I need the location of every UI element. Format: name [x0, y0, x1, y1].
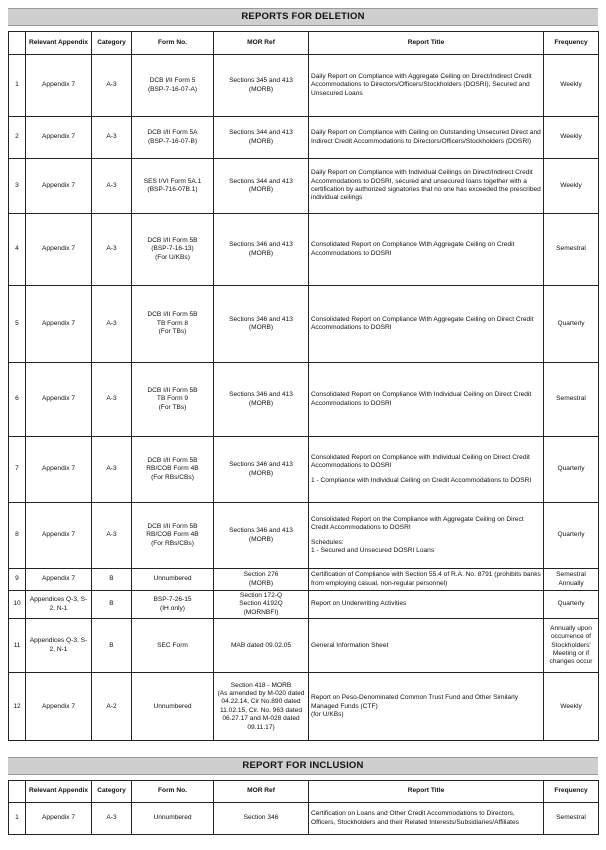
- relevant-appendix: Appendices Q-3, S-2, N-1: [26, 619, 92, 673]
- mor-ref: [214, 363, 309, 437]
- cell-line: Quarterly: [557, 600, 585, 608]
- cell-line: Section 172-Q: [239, 592, 283, 599]
- cell-line: Certification on Loans and Other Credit Accommodations to Directors, Officers, Stockholders and their Related Interests/Subsidiaries/Affiliates: [311, 810, 519, 826]
- table-row: [9, 159, 599, 214]
- form-no: [132, 55, 214, 117]
- header-report-title: Report Title: [309, 781, 544, 803]
- row-number: 5: [9, 286, 26, 363]
- cell-line: Consolidated Report on Compliance with Individual Ceiling on Direct Credit Accommodations to DOSRI: [311, 453, 530, 470]
- cell-line: Quarterly: [557, 531, 585, 539]
- frequency: [544, 503, 599, 569]
- row-number: 12: [9, 673, 26, 741]
- cell-line: (BSP-7-16-07-A): [147, 85, 198, 93]
- cell-line: Daily Report on Compliance with Ceiling on Outstanding Unsecured Direct and Indirect Credit Accommodations to Directors/Officers/Stockholders (DOSRI): [311, 129, 541, 145]
- row-number: 4: [9, 214, 26, 286]
- report-title: [309, 363, 544, 437]
- inclusion-table: [8, 780, 599, 835]
- category: A-3: [92, 117, 132, 159]
- report-title: [309, 569, 544, 591]
- cell-line: RB/COB Form 4B: [146, 465, 199, 473]
- form-no: [132, 286, 214, 363]
- relevant-appendix: Appendix 7: [26, 569, 92, 591]
- cell-line: (MORB): [248, 535, 274, 543]
- cell-line: (MORB): [248, 324, 274, 331]
- inclusion-header-row: [9, 781, 599, 803]
- cell-line: Daily Report on Compliance with Individual Ceilings on Direct/Indirect Credit Accommodations to DOSRI, secured and unsecured loans together with a certification by authorized signatories that no one has exceeded the prescribed individual ceilings: [311, 169, 541, 202]
- frequency: [544, 117, 599, 159]
- cell-line: Sections 344 and 413: [229, 177, 293, 185]
- form-no: [132, 159, 214, 214]
- cell-line: (BSP-7-16-13): [151, 245, 194, 253]
- mor-ref: [214, 117, 309, 159]
- cell-line: Semestral: [556, 395, 586, 403]
- cell-line: Sections 346 and 413: [229, 461, 293, 469]
- cell-line: Weekly: [560, 133, 582, 141]
- header-number: [9, 781, 26, 803]
- report-title: [309, 55, 544, 117]
- report-title: [309, 117, 544, 159]
- table-row: [9, 619, 599, 673]
- cell-line: (For TBs): [158, 328, 187, 336]
- table-row: [9, 803, 599, 835]
- cell-line: Weekly: [560, 181, 582, 189]
- cell-line: DCB I/II Form 5: [149, 77, 196, 85]
- table-row: [9, 673, 599, 741]
- row-number: 1: [9, 55, 26, 117]
- cell-line: DCB I/II Form 5B: [147, 311, 198, 319]
- category: B: [92, 569, 132, 591]
- frequency: [544, 673, 599, 741]
- row-number: 10: [9, 591, 26, 619]
- cell-line: (MORNBFI): [243, 608, 279, 616]
- form-no: [132, 437, 214, 503]
- form-no: [132, 363, 214, 437]
- frequency: [544, 803, 599, 835]
- header-appendix: Relevant Appendix: [26, 32, 92, 55]
- cell-line: Section 418 - MORB: [230, 681, 292, 689]
- deletion-header-row: [9, 32, 599, 55]
- cell-line: Sections 346 and 413: [229, 391, 293, 399]
- cell-line: Consolidated Report on Compliance With Aggregate Ceiling on Direct Credit Accommodations to DOSRI: [311, 315, 534, 331]
- frequency: [544, 55, 599, 117]
- frequency: [544, 159, 599, 214]
- form-no: [132, 214, 214, 286]
- category: A-2: [92, 673, 132, 741]
- row-number: 6: [9, 363, 26, 437]
- cell-line: Unnumbered: [153, 575, 192, 583]
- cell-line: (For U/KBs): [155, 253, 190, 261]
- row-number: 11: [9, 619, 26, 673]
- relevant-appendix: Appendix 7: [26, 159, 92, 214]
- cell-line: (For RBs/CBs): [151, 473, 194, 481]
- mor-ref: [214, 673, 309, 741]
- header-form-no: Form No.: [132, 32, 214, 55]
- cell-line: Semestral: [556, 245, 586, 253]
- cell-line: DCB I/II Form 5B: [147, 522, 198, 530]
- cell-line: MAB dated 09.02.05: [230, 641, 292, 649]
- cell-line: Consolidated Report on Compliance With Aggregate Ceiling on Credit Accommodations to DOSRI: [311, 241, 515, 257]
- cell-line: SEC Form: [157, 641, 188, 649]
- header-category: Category: [92, 781, 132, 803]
- category: A-3: [92, 214, 132, 286]
- mor-ref: [214, 591, 309, 619]
- cell-line: (BSP-7-16-07-B): [147, 137, 198, 145]
- relevant-appendix: Appendix 7: [26, 803, 92, 835]
- frequency: [544, 363, 599, 437]
- table-row: [9, 117, 599, 159]
- cell-line: DCB I/II Form 5B: [147, 236, 198, 244]
- form-no: [132, 503, 214, 569]
- mor-ref: [214, 159, 309, 214]
- schedule-block: [311, 477, 541, 485]
- table-row: [9, 437, 599, 503]
- cell-line: Consolidated Report on Compliance With Individual Ceiling on Direct Credit Accommodations to DOSRI: [311, 391, 532, 407]
- table-row: [9, 55, 599, 117]
- row-number: 7: [9, 437, 26, 503]
- form-no: [132, 673, 214, 741]
- cell-line: DCB I/II Form 5B: [147, 456, 198, 464]
- report-title: [309, 619, 544, 673]
- deletion-table: [8, 31, 599, 741]
- header-number: [9, 32, 26, 55]
- relevant-appendix: Appendix 7: [26, 437, 92, 503]
- header-mor-ref: MOR Ref: [214, 781, 309, 803]
- cell-line: (MORB): [248, 579, 274, 587]
- mor-ref: [214, 55, 309, 117]
- header-appendix: Relevant Appendix: [26, 781, 92, 803]
- table-row: [9, 591, 599, 619]
- header-mor-ref: MOR Ref: [214, 32, 309, 55]
- report-title: [309, 214, 544, 286]
- cell-line: (MORB): [248, 469, 274, 477]
- mor-ref: [214, 569, 309, 591]
- cell-line: (As amended by M-020 dated 04.22.14, Cir No.890 dated 11.02.15, Cir. No. 963 dated 06.27.17 and M-028 dated 09.11.17): [217, 689, 305, 731]
- cell-line: Daily Report on Compliance with Aggregate Ceiling on Direct/Indirect Credit Accommodations to Directors/Officers/Stockholders (DOSRI), Secured and Unsecured Loans: [311, 72, 532, 97]
- form-no: [132, 803, 214, 835]
- cell-line: (MORB): [248, 399, 274, 407]
- mor-ref: [214, 503, 309, 569]
- cell-line: Annually: [558, 579, 584, 587]
- cell-line: Quarterly: [557, 465, 585, 473]
- cell-line: Sections 346 and 413: [229, 527, 293, 535]
- cell-line: Report on Underwriting Activities: [311, 600, 407, 608]
- row-number: 8: [9, 503, 26, 569]
- mor-ref: [214, 214, 309, 286]
- cell-line: (for U/KBs): [311, 711, 344, 719]
- report-title: [309, 159, 544, 214]
- header-category: Category: [92, 32, 132, 55]
- header-frequency: Frequency: [544, 781, 599, 803]
- mor-ref: [214, 619, 309, 673]
- category: A-3: [92, 503, 132, 569]
- report-title: [309, 503, 544, 569]
- table-row: [9, 503, 599, 569]
- form-no: [132, 619, 214, 673]
- report-title: [309, 437, 544, 503]
- cell-line: TB Form 8: [156, 319, 189, 327]
- cell-line: (MORB): [248, 137, 274, 145]
- cell-line: BSP-7-26-15: [153, 596, 192, 604]
- category: B: [92, 591, 132, 619]
- cell-line: Sections 345 and 413: [229, 77, 293, 85]
- header-frequency: Frequency: [544, 32, 599, 55]
- category: B: [92, 619, 132, 673]
- header-report-title: Report Title: [309, 32, 544, 55]
- inclusion-section-title: REPORT FOR INCLUSION: [8, 757, 598, 775]
- cell-line: Weekly: [560, 702, 582, 710]
- cell-line: Report on Peso-Denominated Common Trust Fund and Other Similarly Managed Funds (CTF): [311, 694, 519, 710]
- cell-line: (BSP-716-07B.1): [147, 186, 198, 193]
- cell-line: SES I/VI Form 5A.1: [143, 177, 202, 185]
- report-title: [309, 803, 544, 835]
- cell-line: RB/COB Form 4B: [146, 531, 199, 539]
- mor-ref: [214, 286, 309, 363]
- cell-line: Weekly: [560, 81, 582, 89]
- cell-line: Sections 346 and 413: [229, 241, 293, 249]
- cell-line: (MORB): [248, 249, 274, 257]
- cell-line: (For TBs): [158, 403, 187, 411]
- cell-line: Sections 346 and 413: [229, 315, 293, 323]
- cell-line: Schedules:: [311, 538, 344, 546]
- form-no: [132, 569, 214, 591]
- header-form-no: Form No.: [132, 781, 214, 803]
- cell-line: Section 346: [243, 814, 279, 822]
- relevant-appendix: Appendix 7: [26, 673, 92, 741]
- category: A-3: [92, 55, 132, 117]
- relevant-appendix: Appendices Q-3, S-2, N-1: [26, 591, 92, 619]
- relevant-appendix: Appendix 7: [26, 117, 92, 159]
- table-row: [9, 569, 599, 591]
- row-number: 9: [9, 569, 26, 591]
- cell-line: Unnumbered: [153, 814, 192, 822]
- frequency: [544, 591, 599, 619]
- cell-line: Sections 344 and 413: [229, 129, 293, 137]
- cell-line: Section 4192Q: [239, 600, 283, 608]
- table-row: [9, 286, 599, 363]
- cell-line: Semestral: [556, 571, 586, 579]
- form-no: [132, 117, 214, 159]
- relevant-appendix: Appendix 7: [26, 286, 92, 363]
- cell-line: (IH only): [160, 604, 185, 612]
- relevant-appendix: Appendix 7: [26, 503, 92, 569]
- cell-line: Certification of Compliance with Section 55.4 of R.A. No. 8791 (prohibits banks from employing casual, non-regular personnel): [311, 571, 541, 587]
- row-number: 1: [9, 803, 26, 835]
- cell-line: General Information Sheet: [311, 641, 389, 649]
- report-title: [309, 591, 544, 619]
- mor-ref: [214, 803, 309, 835]
- relevant-appendix: Appendix 7: [26, 214, 92, 286]
- deletion-section-title: REPORTS FOR DELETION: [8, 8, 598, 26]
- cell-line: (MORB): [248, 85, 274, 93]
- mor-ref: [214, 437, 309, 503]
- frequency: [544, 437, 599, 503]
- cell-line: Unnumbered: [153, 702, 192, 710]
- category: A-3: [92, 803, 132, 835]
- report-title: [309, 286, 544, 363]
- frequency: [544, 286, 599, 363]
- category: A-3: [92, 159, 132, 214]
- cell-line: Quarterly: [557, 319, 585, 327]
- cell-line: (MORB): [248, 186, 274, 193]
- cell-line: 1 - Compliance with Individual Ceiling on Credit Accommodations to DOSRI: [311, 476, 532, 484]
- frequency: [544, 619, 599, 673]
- category: A-3: [92, 286, 132, 363]
- schedule-block: [311, 539, 541, 556]
- report-title: [309, 673, 544, 741]
- row-number: 2: [9, 117, 26, 159]
- cell-line: Section 276: [243, 571, 279, 579]
- cell-line: Annually upon occurrence of Stockholders' Meeting or if changes occur: [549, 624, 593, 666]
- cell-line: Semestral: [556, 814, 586, 822]
- cell-line: (For RBs/CBs): [151, 539, 194, 547]
- form-no: [132, 591, 214, 619]
- cell-line: DCB I/II Form 5B: [147, 386, 198, 394]
- category: A-3: [92, 363, 132, 437]
- row-number: 3: [9, 159, 26, 214]
- relevant-appendix: Appendix 7: [26, 363, 92, 437]
- cell-line: TB Form 9: [156, 395, 189, 403]
- cell-line: DCB I/II Form 5A: [147, 129, 198, 137]
- frequency: [544, 569, 599, 591]
- frequency: [544, 214, 599, 286]
- table-row: [9, 214, 599, 286]
- cell-line: Consolidated Report on the Compliance with Aggregate Ceiling on Direct Credit Accommodations to DOSRI: [311, 515, 524, 532]
- cell-line: 1 - Secured and Unsecured DOSRI Loans: [311, 546, 435, 554]
- relevant-appendix: Appendix 7: [26, 55, 92, 117]
- category: A-3: [92, 437, 132, 503]
- table-row: [9, 363, 599, 437]
